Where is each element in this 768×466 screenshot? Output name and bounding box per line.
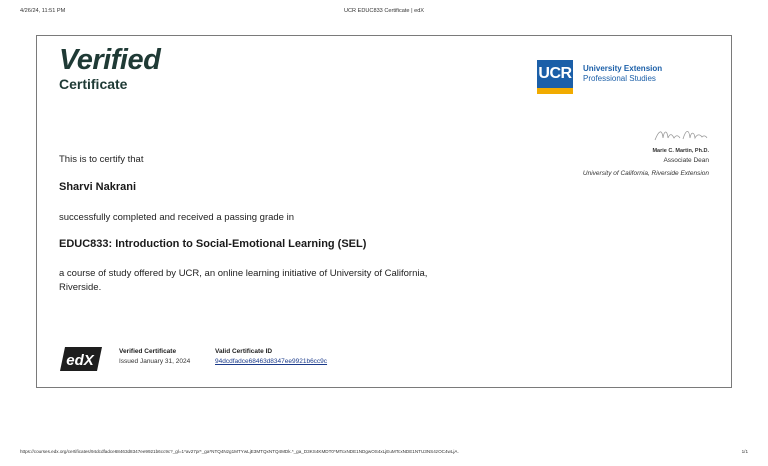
certificate-heading: Verified — [59, 44, 161, 76]
ucr-logo-abbreviation: UCR — [538, 65, 572, 82]
signatory-name: Marie C. Martin, Ph.D. — [652, 148, 709, 154]
certificate-type-label: Verified Certificate — [119, 348, 177, 355]
edx-logo-icon — [59, 346, 103, 372]
print-page-title: UCR EDUC833 Certificate | edX — [343, 8, 425, 14]
ucr-logo-icon — [537, 60, 573, 94]
signatory-organization: University of California, Riverside Extension — [582, 170, 709, 177]
course-title: EDUC833: Introduction to Social-Emotional Learning (SEL) — [59, 238, 367, 250]
certify-text: This is to certify that — [59, 154, 144, 165]
issued-date: Issued January 31, 2024 — [119, 358, 191, 365]
certificate-subheading: Certificate — [59, 76, 128, 92]
print-datetime: 4/26/24, 11:51 PM — [20, 8, 66, 14]
certificate-card — [36, 35, 732, 388]
print-url: https://courses.edx.org/certificates/94dcdfadce68463d8347ee9921b6cc9c?_gl=1*av27pr*_ga*NTQ4Nzg1MTYwLjE3MTQxNTQ4MDk.*_ga_D3KS4KMDT0*MTcxNDE1NDgwOS4xLjEuMTcxNDE1NTU3NS4zOC4wLjA. — [20, 449, 459, 454]
signatory-title: Associate Dean — [663, 157, 709, 164]
institution-name-line1: University Extension — [583, 64, 663, 73]
certificate-id-label: Valid Certificate ID — [215, 348, 273, 355]
ucr-logo-stripe — [537, 88, 573, 94]
print-footer — [0, 449, 768, 459]
print-header — [0, 8, 768, 20]
print-page-number: 1/1 — [741, 449, 748, 454]
certificate-id-link[interactable]: 94dcdfadce68463d8347ee9921b6cc9c — [215, 358, 328, 365]
recipient-name: Sharvi Nakrani — [59, 181, 137, 193]
institution-name-line2: Professional Studies — [583, 74, 656, 83]
signature-icon — [653, 126, 709, 144]
completion-text: successfully completed and received a passing grade in — [59, 212, 294, 223]
edx-logo-text: edX — [66, 352, 94, 369]
course-description: a course of study offered by UCR, an online learning initiative of University of California, Riverside. — [59, 268, 428, 293]
